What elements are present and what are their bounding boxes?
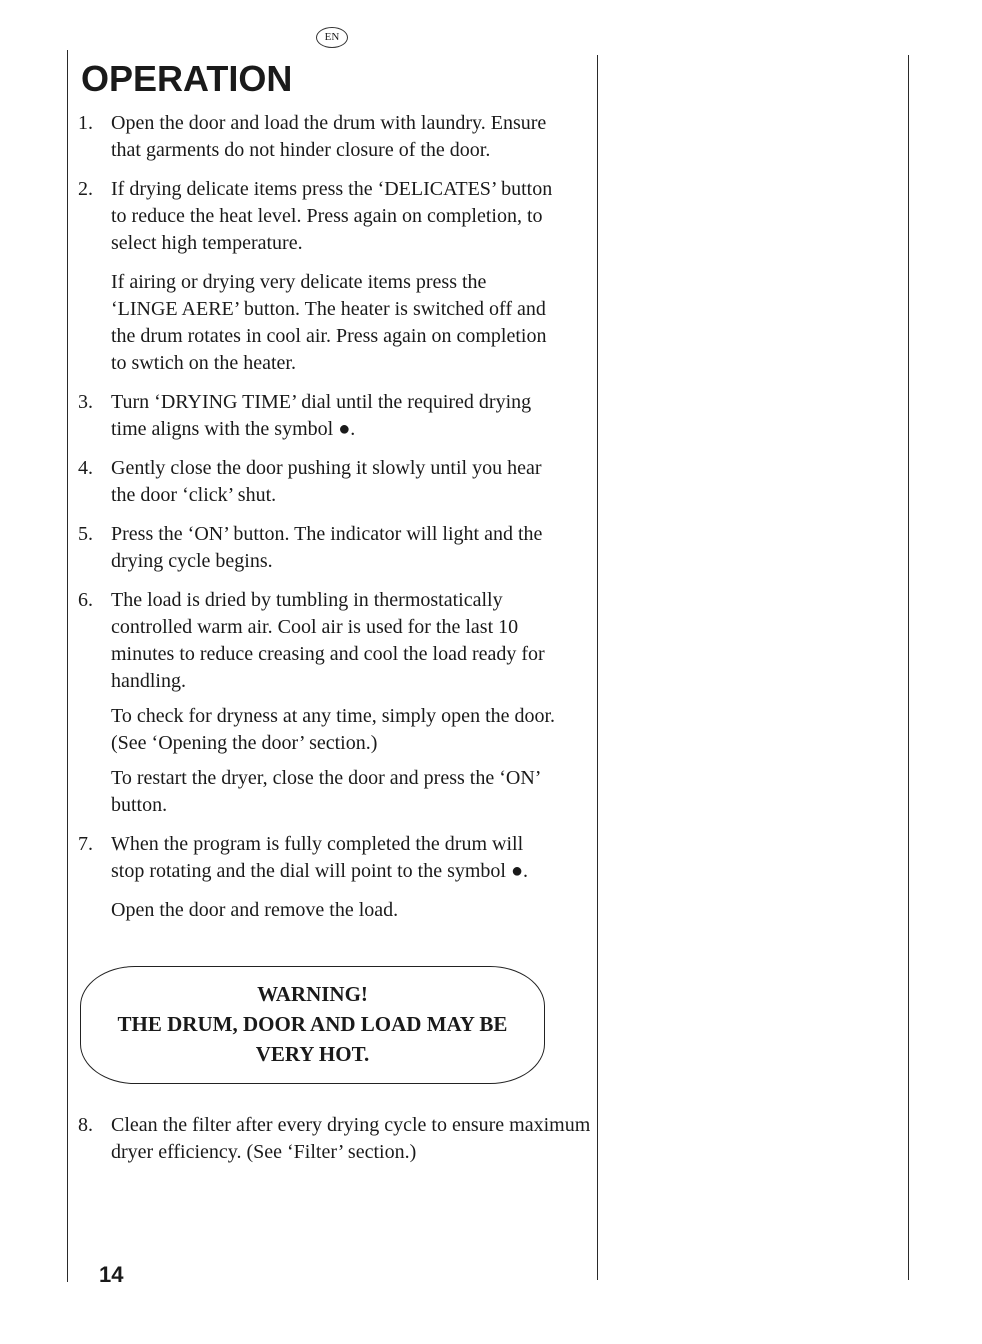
warning-text-line: THE DRUM, DOOR AND LOAD MAY BE (117, 1012, 508, 1036)
left-margin-rule (67, 50, 68, 1282)
step-text: Turn ‘DRYING TIME’ dial until the required drying time aligns with the symbol ●. (111, 391, 532, 440)
step-text: If airing or drying very delicate items press the ‘LINGE AERE’ button. The heater is switched off and the drum rotates in cool air. Press again on completion to swtich on the heater. (111, 271, 547, 374)
step-text: Open the door and load the drum with laundry. Ensure that garments do not hinder closure of the door. (111, 112, 547, 161)
step-text: Gently close the door pushing it slowly until you hear the door ‘click’ shut. (111, 457, 542, 506)
step-2: 2. If drying delicate items press the ‘DELICATES’ button to reduce the heat level. Press again on completion, to select high temperature. If airing or drying very delicate items press the ‘LINGE AERE’ button. The heater is switched off and the drum rotates in cool air. Press again on completion to swtich on the heater. (78, 176, 558, 377)
step-8: 8. Clean the filter after every drying cycle to ensure maximum dryer efficiency. (See ‘Filter’ section.) (78, 1112, 591, 1166)
right-rule (908, 55, 909, 1280)
step-5: 5. Press the ‘ON’ button. The indicator will light and the drying cycle begins. (78, 521, 558, 575)
warning-title: WARNING! (257, 982, 368, 1006)
steps-list (78, 110, 558, 924)
step-3: 3. Turn ‘DRYING TIME’ dial until the required drying time aligns with the symbol ●. (78, 389, 558, 443)
step-1: 1. Open the door and load the drum with laundry. Ensure that garments do not hinder closure of the door. (78, 110, 558, 164)
warning-text-line: VERY HOT. (255, 1042, 370, 1066)
warning-box (80, 966, 545, 1084)
step-4: 4. Gently close the door pushing it slowly until you hear the door ‘click’ shut. (78, 455, 558, 509)
step-text: To check for dryness at any time, simply open the door. (See ‘Opening the door’ section.) (111, 705, 556, 754)
page-number: 14 (99, 1262, 124, 1287)
step-6: 6. The load is dried by tumbling in thermostatically controlled warm air. Cool air is used for the last 10 minutes to reduce creasing and cool the load ready for handling. To check for dryness at any time, simply open the door. (See ‘Opening the door’ section.) To restart the dryer, close the door and press the ‘ON’ button. (78, 587, 558, 819)
middle-rule (597, 55, 598, 1280)
step-7: 7. When the program is fully completed the drum will stop rotating and the dial will point to the symbol ●. Open the door and remove the load. (78, 831, 558, 924)
step-text: The load is dried by tumbling in thermostatically controlled warm air. Cool air is used for the last 10 minutes to reduce creasing and cool the load ready for handling. (111, 589, 545, 692)
step-text: To restart the dryer, close the door and press the ‘ON’ button. (111, 767, 540, 816)
step-text: When the program is fully completed the drum will stop rotating and the dial will point to the symbol ●. (111, 833, 529, 882)
step-text: Clean the filter after every drying cycle to ensure maximum dryer efficiency. (See ‘Filter’ section.) (111, 1114, 591, 1163)
step-text: If drying delicate items press the ‘DELICATES’ button to reduce the heat level. Press again on completion, to select high temperature. (111, 178, 553, 254)
page-title: OPERATION (81, 58, 293, 99)
step-text: Press the ‘ON’ button. The indicator will light and the drying cycle begins. (111, 523, 543, 572)
language-badge: EN (316, 27, 348, 48)
step-text: Open the door and remove the load. (111, 899, 399, 921)
